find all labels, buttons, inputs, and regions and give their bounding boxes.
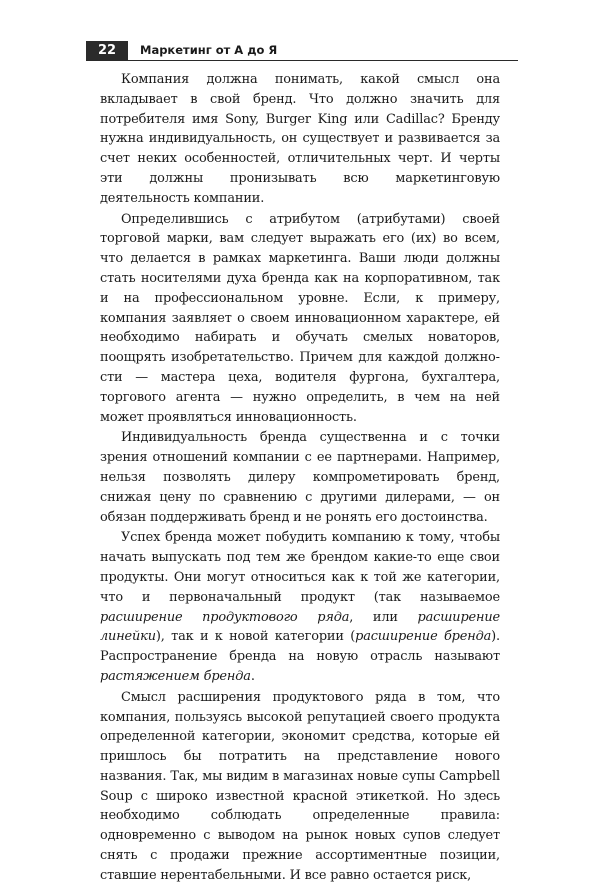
text-run: , или [349, 609, 418, 625]
paragraph-brand-meaning: Компания должна понимать, какой смысл она вкладывает в свой бренд. Что должно значить для потребителя имя Sony, Burger King или Cadillac? Бренду нужна индивидуальность, он существует и развивается за счет неких особенностей, отличительных черт. И черты эти должны пронизывать всю маркетинговую деятельность компании. [100, 72, 500, 206]
text-run: Успех бренда может побудить компанию к тому, чтобы начать выпускать под тем же брендом какие-то еще свои продукты. Они могут относиться как к той же категории, что и первоначальный продукт (так называемое [100, 530, 500, 605]
running-title: Маркетинг от А до Я [140, 43, 278, 57]
text-run: ), так и к новой категории ( [155, 629, 356, 645]
term-brand-stretching: растяжением бренда [100, 668, 251, 684]
body-text [100, 70, 500, 887]
text-run: . [250, 668, 255, 684]
text-run: ). Распространение бренда на новую отрасль называют [100, 629, 500, 665]
paragraph-brand-attributes: Определившись с атрибутом (атрибутами) своей торговой марки, вам следует выражать его (их) во всем, что делается в рамках маркетинга. Ваши люди должны стать носителями духа бренда как на корпоративном, так и на профессиональном уровне. Если, к примеру, компания заявляет о своем инновационном характере, ей необходимо набирать и обучать смелых новаторов, поощрять изобретательство. Причем для каждой должности — мастера цеха, водителя фургона, бухгалтера, торгового агента — нужно определить, в чем на ней может проявляться инновационность. [100, 211, 500, 425]
term-brand-extension: расширение бренда [355, 629, 492, 645]
running-header [86, 41, 518, 61]
term-line-extension: расширение продуктового ряда [100, 609, 350, 625]
paragraph-line-extension-meaning: Смысл расширения продуктового ряда в том, что компания, пользуясь высокой репутацией своего продукта определенной категории, экономит средства, которые ей пришлось бы потратить на представление нового названия. Так, мы видим в магазинах новые супы Campbell Soup с широко известной красной этикеткой. Но здесь необходимо соблюдать определенные правила: одновременно с выводом на рынок новых супов следует снять с продажи прежние ассортиментные позиции, ставшие нерентабельными. И все равно остается риск, [100, 689, 500, 883]
term-line-extension-short: расширение линейки [100, 609, 501, 645]
paragraph-brand-extension [100, 528, 500, 686]
paragraph-brand-partners: Индивидуальность бренда существенна и с точки зрения отношений компании с ее партнерами. Например, нельзя позволять дилеру компрометировать бренд, снижая цену по сравнению с другими дилерами, — он обязан поддерживать бренд и не ронять его достоинства. [100, 430, 500, 525]
page-number: 22 [86, 41, 128, 60]
